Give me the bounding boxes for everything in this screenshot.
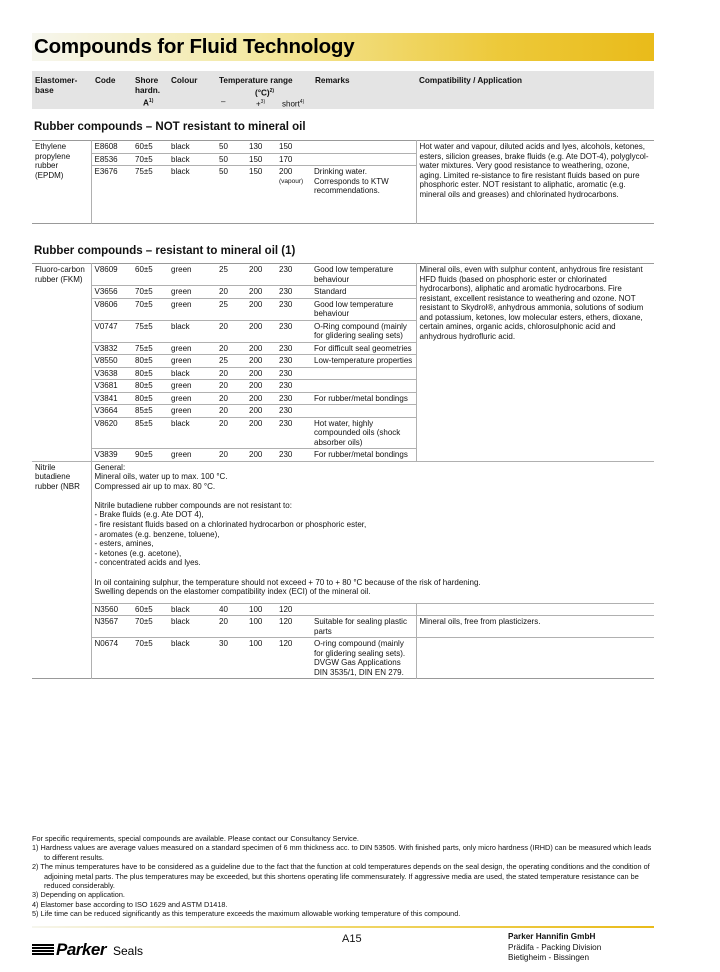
code-cell: V8620 <box>91 417 132 449</box>
remarks-cell: O-Ring compound (mainly for glidering sealing sets) <box>311 320 416 342</box>
temp-short-cell: 230 <box>276 405 311 418</box>
compat-cell <box>416 603 654 616</box>
general-line: Mineral oils, water up to max. 100 °C. <box>94 472 228 482</box>
general-line: In oil containing sulphur, the temperature should not exceed + 70 to + 80 °C because of the risk of hardening. <box>94 577 481 587</box>
col-header-code: Code <box>95 76 116 85</box>
code-cell: N3567 <box>91 616 132 638</box>
temp-short-cell: 230 <box>276 286 311 299</box>
temp-min-cell: 20 <box>216 286 246 299</box>
temp-max-cell: 200 <box>246 320 276 342</box>
code-cell: V3656 <box>91 286 132 299</box>
section-title-resistant: Rubber compounds – resistant to mineral oil (1) <box>34 245 296 257</box>
colour-cell: green <box>168 342 216 355</box>
fkm-nbr-table <box>32 263 654 679</box>
temp-max-cell: 150 <box>246 153 276 166</box>
remarks-cell: Good low temperature behaviour <box>311 298 416 320</box>
temp-max-cell: 100 <box>246 616 276 638</box>
table-row <box>32 461 654 603</box>
code-cell: V3839 <box>91 449 132 462</box>
elastomer-base-cell: Ethylene propylene rubber (EPDM) <box>32 141 91 224</box>
temp-min-cell: 50 <box>216 141 246 154</box>
col-header-base: Elastomer- base <box>35 76 78 95</box>
colour-cell: green <box>168 298 216 320</box>
footnotes <box>32 834 654 919</box>
section-title-not-resistant: Rubber compounds – NOT resistant to mineral oil <box>34 121 306 133</box>
code-cell: V3832 <box>91 342 132 355</box>
shore-cell: 70±5 <box>132 616 168 638</box>
temp-max-cell: 200 <box>246 264 276 286</box>
colour-cell: black <box>168 638 216 679</box>
shore-cell: 60±5 <box>132 264 168 286</box>
col-header-remarks: Remarks <box>315 76 350 85</box>
temp-min-cell: 25 <box>216 355 246 368</box>
temp-min-cell: 20 <box>216 320 246 342</box>
shore-cell: 80±5 <box>132 380 168 393</box>
table-row <box>32 616 654 638</box>
temp-min-cell: 20 <box>216 405 246 418</box>
colour-cell: green <box>168 286 216 299</box>
shore-cell: 70±5 <box>132 153 168 166</box>
remarks-cell: Standard <box>311 286 416 299</box>
colour-cell: black <box>168 141 216 154</box>
code-cell: V0747 <box>91 320 132 342</box>
general-line: Nitrile butadiene rubber compounds are not resistant to: <box>94 500 292 510</box>
table-row <box>32 603 654 616</box>
colour-cell: green <box>168 405 216 418</box>
general-line: - esters, amines, <box>94 539 154 549</box>
temp-short-cell: 230 <box>276 380 311 393</box>
remarks-cell: For rubber/metal bondings <box>311 392 416 405</box>
colour-cell: black <box>168 166 216 224</box>
shore-cell: 75±5 <box>132 166 168 224</box>
col-header-temp-min: – <box>221 97 226 106</box>
shore-cell: 60±5 <box>132 603 168 616</box>
temp-min-cell: 20 <box>216 392 246 405</box>
code-cell: V3681 <box>91 380 132 393</box>
temp-max-cell: 200 <box>246 417 276 449</box>
shore-cell: 75±5 <box>132 342 168 355</box>
general-line: - ketones (e.g. acetone), <box>94 548 182 558</box>
temp-min-cell: 20 <box>216 367 246 380</box>
shore-cell: 75±5 <box>132 320 168 342</box>
temp-max-cell: 100 <box>246 638 276 679</box>
colour-cell: black <box>168 320 216 342</box>
code-cell: N3560 <box>91 603 132 616</box>
elastomer-base-cell: Nitrile butadiene rubber (NBR <box>32 461 91 679</box>
code-cell: E3676 <box>91 166 132 224</box>
colour-cell: black <box>168 616 216 638</box>
general-line: General: <box>94 462 126 472</box>
temp-max-cell: 200 <box>246 286 276 299</box>
remarks-cell <box>311 141 416 154</box>
remarks-cell: Good low temperature behaviour <box>311 264 416 286</box>
footnote: 3) Depending on application. <box>32 890 125 900</box>
elastomer-base-cell: Fluoro-carbon rubber (FKM) <box>32 264 91 462</box>
compat-cell <box>416 638 654 679</box>
temp-max-cell: 100 <box>246 603 276 616</box>
col-header-compat: Compatibility / Application <box>419 76 522 85</box>
temp-max-cell: 200 <box>246 405 276 418</box>
shore-cell: 80±5 <box>132 367 168 380</box>
colour-cell: black <box>168 153 216 166</box>
temp-short-cell: 230 <box>276 392 311 405</box>
general-line: - fire resistant fluids based on a chlorinated hydrocarbon or phosphoric ester, <box>94 520 367 530</box>
col-header-colour: Colour <box>171 76 198 85</box>
table-row <box>32 141 654 154</box>
temp-short-cell: 230 <box>276 298 311 320</box>
remarks-cell <box>311 153 416 166</box>
compat-cell: Hot water and vapour, diluted acids and lyes, alcohols, ketones, esters, silicion greases, brake fluids (e.g. Ate DOT-4), polyglycol-water mixtures. Very good resistance to weathering, ozone, aging. Limited re-sistance to fire resistant fluids based on pure phosphoric ester. NOT resistant to aliphatic, aromatic (e.g. mineral oils and greases) and chlorinated hydrocarbons. <box>416 141 654 224</box>
table-row <box>32 264 654 286</box>
code-cell: N0674 <box>91 638 132 679</box>
temp-max-cell: 200 <box>246 380 276 393</box>
temp-max-cell: 200 <box>246 298 276 320</box>
colour-cell: green <box>168 380 216 393</box>
footer-rule <box>32 926 654 928</box>
temp-min-cell: 30 <box>216 638 246 679</box>
colour-cell: green <box>168 392 216 405</box>
remarks-cell <box>311 380 416 393</box>
general-line <box>95 568 652 578</box>
code-cell: V3638 <box>91 367 132 380</box>
remarks-cell <box>311 405 416 418</box>
temp-short-cell: 230 <box>276 320 311 342</box>
shore-cell: 70±5 <box>132 298 168 320</box>
colour-cell: green <box>168 355 216 368</box>
remarks-cell: Drinking water. Corresponds to KTW recommendations. <box>311 166 416 224</box>
remarks-cell: For rubber/metal bondings <box>311 449 416 462</box>
code-cell: E8536 <box>91 153 132 166</box>
colour-cell: black <box>168 367 216 380</box>
compat-cell: Mineral oils, even with sulphur content, anhydrous fire resistant HFD fluids (based on phosphoric ester or chlorinated hydrocarbons), aliphatic and aromatic hydrocarbons. Fire resistant, excellent resistance to weathering and ozone. NOT resistant to Skydrol®, anhydrous ammonia, solutions of sodium and potassium, ketones, low molecular esters, ethers, dioxane, certain amines, organic acids, chlorosulphonic acid and anhydrous hydrofluric acid. <box>416 264 654 462</box>
company-info: Parker Hannifin GmbH Prädifa - Packing Division Bietigheim - Bissingen <box>508 932 602 962</box>
shore-cell: 60±5 <box>132 141 168 154</box>
code-cell: V8550 <box>91 355 132 368</box>
colour-cell: black <box>168 417 216 449</box>
temp-min-cell: 50 <box>216 153 246 166</box>
remarks-cell: For difficult seal geometries <box>311 342 416 355</box>
temp-max-cell: 200 <box>246 449 276 462</box>
temp-min-cell: 20 <box>216 616 246 638</box>
temp-short-cell: 150 <box>276 141 311 154</box>
col-header-temp-max: +$^{3)}$ <box>256 99 266 109</box>
footnote-intro: For specific requirements, special compounds are available. Please contact our Consultancy Service. <box>32 834 359 843</box>
page-number: A15 <box>342 933 362 945</box>
remarks-cell <box>311 367 416 380</box>
shore-cell: 85±5 <box>132 405 168 418</box>
nbr-general-cell <box>91 461 654 603</box>
temp-short-cell: 170 <box>276 153 311 166</box>
logo-stripes-icon <box>32 944 54 958</box>
code-cell: V8609 <box>91 264 132 286</box>
footnote: 4) Elastomer base according to ISO 1629 and ASTM D1418. <box>32 899 228 909</box>
temp-short-cell: 200 (vapour) <box>276 166 311 224</box>
code-cell: V3841 <box>91 392 132 405</box>
shore-cell: 85±5 <box>132 417 168 449</box>
temp-min-cell: 25 <box>216 264 246 286</box>
temp-max-cell: 200 <box>246 355 276 368</box>
code-cell: V3664 <box>91 405 132 418</box>
remarks-cell: O-ring compound (mainly for glidering sealing sets). DVGW Gas Applications DIN 3535/1, DIN EN 279. <box>311 638 416 679</box>
col-header-temp-short: short$^{4)}$ <box>282 99 305 109</box>
temp-min-cell: 50 <box>216 166 246 224</box>
temp-min-cell: 20 <box>216 380 246 393</box>
temp-max-cell: 200 <box>246 392 276 405</box>
general-line: Compressed air up to max. 80 °C. <box>94 481 216 491</box>
temp-short-cell: 120 <box>276 603 311 616</box>
temp-max-cell: 200 <box>246 367 276 380</box>
temp-short-cell: 230 <box>276 367 311 380</box>
code-cell: E8608 <box>91 141 132 154</box>
shore-cell: 90±5 <box>132 449 168 462</box>
shore-cell: 70±5 <box>132 638 168 679</box>
colour-cell: green <box>168 449 216 462</box>
temp-short-cell: 120 <box>276 616 311 638</box>
footnote: 5) Life time can be reduced significantly as this temperature exceeds the maximum allowable working temperature of this compound. <box>32 909 461 919</box>
col-header-temperature: Temperature range $(^\circ C)^{2)}$ <box>219 76 293 98</box>
remarks-cell: Suitable for sealing plastic parts <box>311 616 416 638</box>
temp-short-cell: 230 <box>276 264 311 286</box>
code-cell: V8606 <box>91 298 132 320</box>
compat-cell: Mineral oils, free from plasticizers. <box>416 616 654 638</box>
colour-cell: green <box>168 264 216 286</box>
footnote: 1) Hardness values are average values measured on a standard specimen of 6 mm thickness acc. to DIN 53505. With finished parts, only micro hardness (IRHD) can be measured which leads to different results. <box>32 843 652 862</box>
page-title: Compounds for Fluid Technology <box>34 35 355 58</box>
col-header-shore: Shore hardn. $A^{1)}$ <box>135 76 161 108</box>
remarks-cell: Hot water, highly compounded oils (shock absorber oils) <box>311 417 416 449</box>
temp-min-cell: 20 <box>216 449 246 462</box>
temp-min-cell: 25 <box>216 298 246 320</box>
temp-min-cell: 20 <box>216 417 246 449</box>
temp-short-cell: 230 <box>276 417 311 449</box>
remarks-cell: Low-temperature properties <box>311 355 416 368</box>
epdm-table <box>32 140 654 224</box>
shore-cell: 80±5 <box>132 392 168 405</box>
shore-cell: 80±5 <box>132 355 168 368</box>
temp-min-cell: 40 <box>216 603 246 616</box>
remarks-cell <box>311 603 416 616</box>
temp-min-cell: 20 <box>216 342 246 355</box>
temp-short-cell: 230 <box>276 449 311 462</box>
general-line: - concentrated acids and lyes. <box>94 558 201 568</box>
general-line: Swelling depends on the elastomer compatibility index (ECI) of the mineral oil. <box>94 587 371 597</box>
temp-max-cell: 150 <box>246 166 276 224</box>
general-line <box>95 491 652 501</box>
shore-cell: 70±5 <box>132 286 168 299</box>
colour-cell: black <box>168 603 216 616</box>
general-line: - aromates (e.g. benzene, toluene), <box>94 529 220 539</box>
temp-max-cell: 130 <box>246 141 276 154</box>
temp-short-cell: 230 <box>276 355 311 368</box>
temp-short-cell: 120 <box>276 638 311 679</box>
temp-max-cell: 200 <box>246 342 276 355</box>
footnote: 2) The minus temperatures have to be considered as a guideline due to the fact that the function at cold temperatures depends on the seal design, the operating conditions and the condition of adjoining metal parts. The plus temperatures may be exceeded, but this shortens operating life commensurately. If aggressive media are used, the stated temperature resistance can be reduced considerably. <box>32 862 650 891</box>
temp-short-cell: 230 <box>276 342 311 355</box>
general-line: - Brake fluids (e.g. Ate DOT 4), <box>94 510 204 520</box>
table-row <box>32 638 654 679</box>
